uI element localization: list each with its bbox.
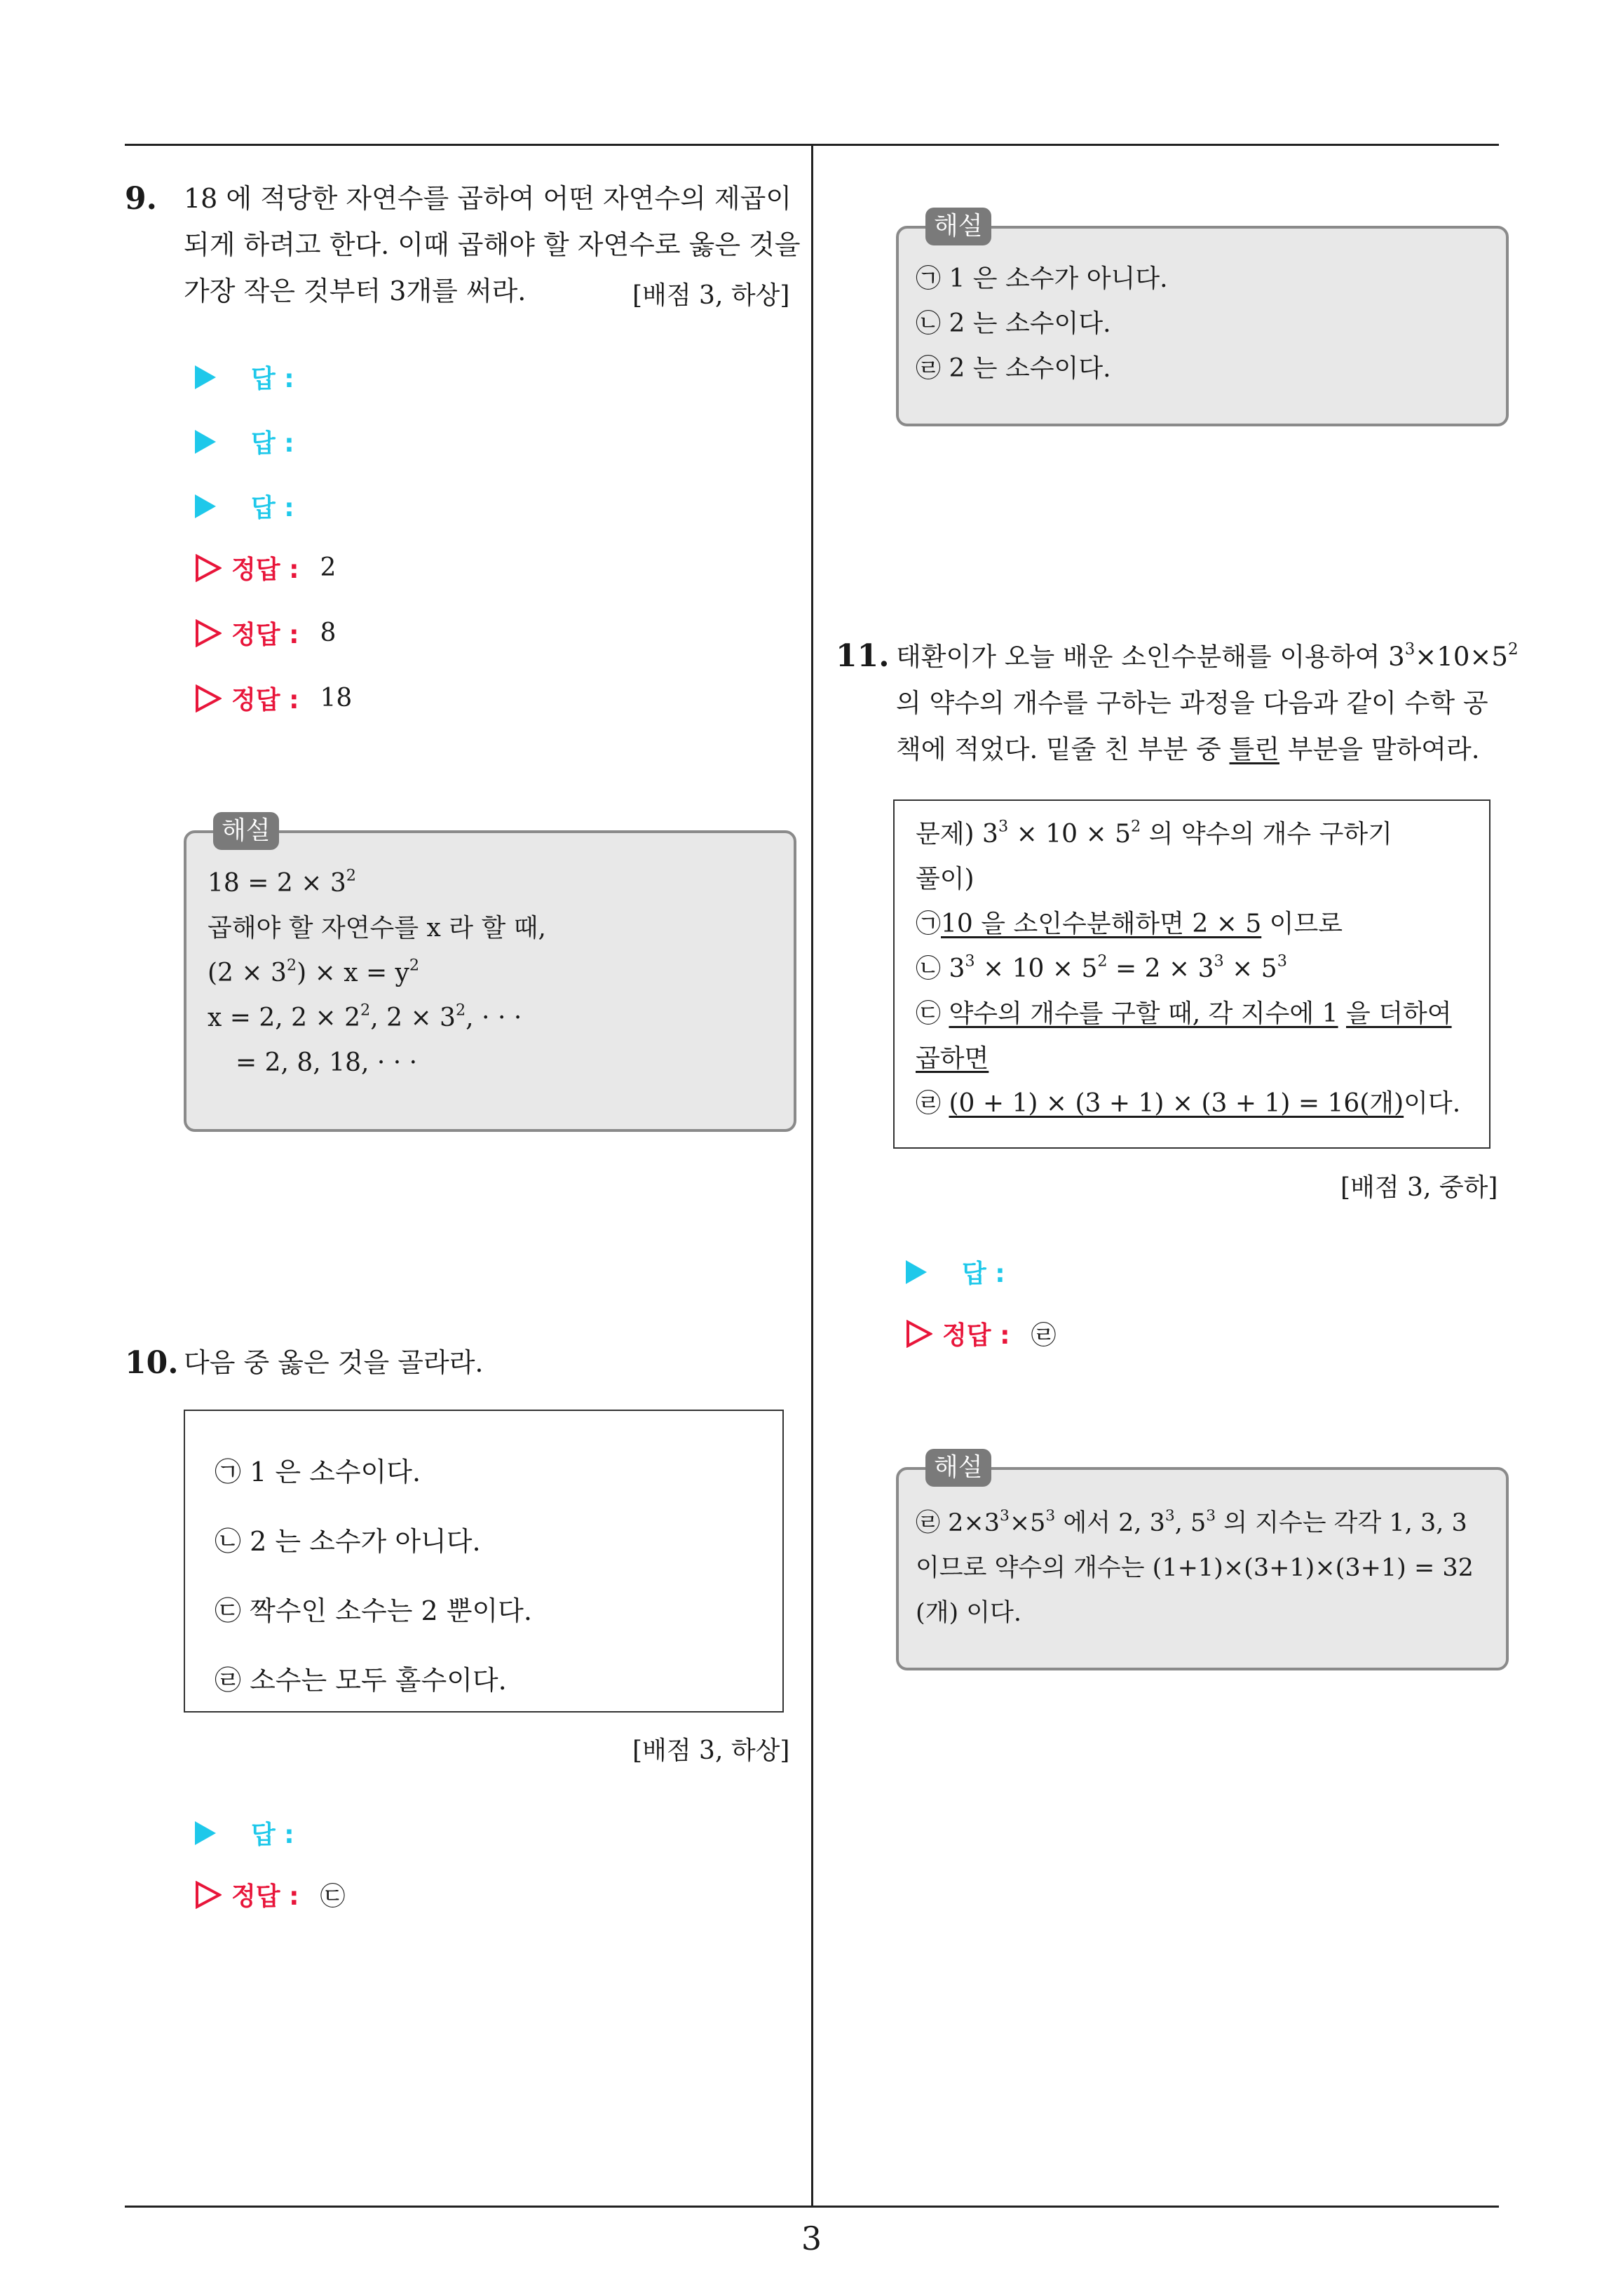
q10-options-box xyxy=(184,1410,784,1713)
q11-text xyxy=(896,634,1519,773)
correct-value: 18 xyxy=(320,684,353,713)
q11-work-box xyxy=(893,799,1490,1149)
q11-text-line: 의 약수의 개수를 구하는 과정을 다음과 같이 수학 공 xyxy=(896,688,1488,718)
answer-label: 답 : xyxy=(251,429,294,458)
q10-text-line: 다음 중 옳은 것을 골라라. xyxy=(184,1347,484,1378)
answer-label: 답 : xyxy=(251,1821,294,1849)
play-icon xyxy=(195,494,216,518)
q10-score: [배점 3, 하상] xyxy=(632,1736,790,1765)
correct-value: ㉣ xyxy=(1031,1321,1057,1350)
explanation-tag: 해설 xyxy=(213,812,279,850)
q9-text-line: 되게 하려고 한다. 이때 곱해야 할 자연수로 옳은 것을 xyxy=(184,229,801,260)
page-number: 3 xyxy=(801,2220,822,2257)
outline-triangle-icon xyxy=(906,1320,932,1348)
correct-value: ㉢ xyxy=(320,1882,346,1911)
q9-text-line: 가장 작은 것부터 3개를 써라. xyxy=(184,276,527,306)
q10-explanation-body xyxy=(916,257,1168,391)
column-divider xyxy=(811,144,813,2207)
q11-text-line: 태환이가 오늘 배운 소인수분해를 이용하여 $3^3\times 10\times 5^2$ xyxy=(896,640,1519,672)
correct-label: 정답 : xyxy=(231,686,299,715)
q11-score: [배점 3, 중하] xyxy=(1340,1173,1498,1202)
explanation-line: ㉣ $2\times 3^3\times 5^3$ 에서 2, $3^3$, $5^3$ 의 지수는 각각 1, 3, 3 xyxy=(916,1506,1467,1537)
explanation-line: 곱해야 할 자연수를 x 라 할 때, xyxy=(208,914,546,943)
q10-text xyxy=(184,1339,483,1386)
work-line: 곱하면 xyxy=(916,1044,989,1073)
play-icon xyxy=(906,1260,927,1284)
q9-answer-row-1[interactable] xyxy=(195,359,294,395)
outline-triangle-icon xyxy=(195,619,222,647)
play-icon xyxy=(195,430,216,454)
q9-score: [배점 3, 하상] xyxy=(632,281,790,310)
q9-explanation-box xyxy=(184,816,796,1132)
q10-correct-row xyxy=(195,1877,346,1912)
correct-label: 정답 : xyxy=(231,621,299,649)
q9-number: 9. xyxy=(125,181,157,217)
q9-answer-row-2[interactable] xyxy=(195,424,294,459)
q11-explanation-body xyxy=(916,1501,1474,1635)
answer-label: 답 : xyxy=(251,365,294,393)
q10-option[interactable]: ㉣ 소수는 모두 홀수이다. xyxy=(215,1665,507,1696)
outline-triangle-icon xyxy=(195,554,222,582)
q10-answer-row[interactable] xyxy=(195,1815,294,1851)
q11-answer-row[interactable] xyxy=(906,1254,1005,1290)
correct-label: 정답 : xyxy=(942,1321,1010,1350)
explanation-line: $(2 \times 3^2) \times x = y^2$ xyxy=(208,956,420,987)
q9-answer-row-3[interactable] xyxy=(195,488,294,524)
q11-text-line: 책에 적었다. 밑줄 친 부분 중 틀린 부분을 말하여라. xyxy=(896,734,1480,764)
answer-label: 답 : xyxy=(962,1260,1005,1288)
explanation-tag: 해설 xyxy=(925,208,991,245)
work-line: ㉣ (0 + 1) × (3 + 1) × (3 + 1) = 16(개)이다. xyxy=(916,1089,1461,1118)
explanation-line: (개) 이다. xyxy=(916,1599,1021,1627)
q9-correct-row-3 xyxy=(195,680,352,716)
work-line: ㉠10 을 소인수분해하면 2 × 5 이므로 xyxy=(916,910,1343,938)
explanation-line: ㉠ 1 은 소수가 아니다. xyxy=(916,264,1168,293)
q10-option[interactable]: ㉠ 1 은 소수이다. xyxy=(215,1457,421,1487)
explanation-line: ㉡ 2 는 소수이다. xyxy=(916,309,1111,338)
q9-correct-row-2 xyxy=(195,615,336,651)
play-icon xyxy=(195,1821,216,1845)
play-icon xyxy=(195,365,216,389)
q9-explanation-body xyxy=(208,861,546,1086)
q11-correct-row xyxy=(906,1316,1057,1351)
outline-triangle-icon xyxy=(195,684,222,713)
q9-text-line: 18 에 적당한 자연수를 곱하여 어떤 자연수의 제곱이 xyxy=(184,183,792,214)
explanation-line: = 2, 8, 18, · · · xyxy=(236,1048,418,1077)
bottom-rule xyxy=(125,2206,1499,2208)
correct-label: 정답 : xyxy=(231,555,299,584)
correct-value: 8 xyxy=(320,619,337,647)
work-line: ㉢ 약수의 개수를 구할 때, 각 지수에 1 을 더하여 xyxy=(916,999,1452,1028)
correct-value: 2 xyxy=(320,553,337,582)
work-line: 문제) $3^3 \times 10 \times 5^2$ 의 약수의 개수 구하기 xyxy=(916,817,1392,849)
q11-work-body xyxy=(916,812,1460,1126)
work-line: ㉡ $3^3 \times 10 \times 5^2 = 2 \times 3^3 \times 5^3$ xyxy=(916,952,1287,983)
q11-explanation-box xyxy=(896,1453,1509,1670)
explanation-tag: 해설 xyxy=(925,1449,991,1487)
q10-explanation-box xyxy=(896,212,1509,426)
explanation-line: ㉣ 2 는 소수이다. xyxy=(916,354,1111,383)
explanation-line: 이므로 약수의 개수는 (1+1)×(3+1)×(3+1) = 32 xyxy=(916,1554,1474,1582)
work-line: 풀이) xyxy=(916,865,975,893)
q10-option[interactable]: ㉢ 짝수인 소수는 2 뿐이다. xyxy=(215,1595,532,1626)
q10-option[interactable]: ㉡ 2 는 소수가 아니다. xyxy=(215,1526,481,1557)
correct-label: 정답 : xyxy=(231,1882,299,1911)
explanation-line: x = 2, $2 \times 2^2$, $2 \times 3^2$, · · · xyxy=(208,1001,522,1032)
outline-triangle-icon xyxy=(195,1881,222,1909)
q9-correct-row-1 xyxy=(195,550,336,586)
q11-number: 11. xyxy=(836,638,890,674)
explanation-line: $18 = 2 \times 3^2$ xyxy=(208,866,356,898)
answer-label: 답 : xyxy=(251,494,294,522)
q10-number: 10. xyxy=(125,1345,179,1381)
